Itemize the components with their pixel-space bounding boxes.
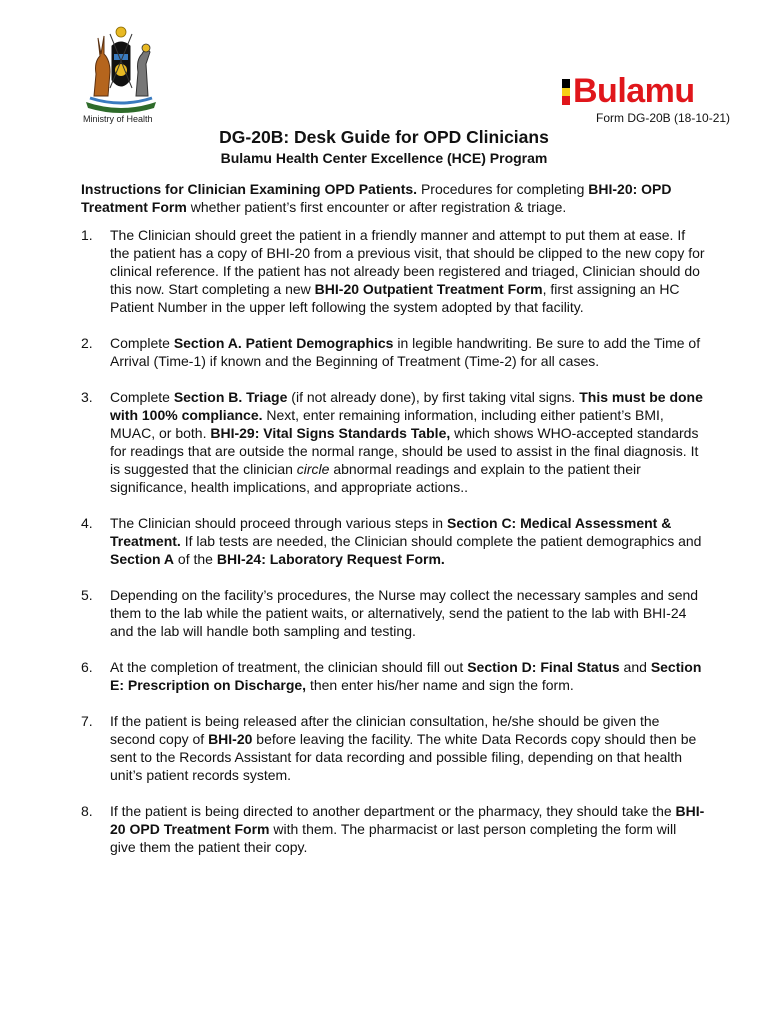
bulamu-logo (562, 72, 712, 112)
ministry-label: Ministry of Health (83, 114, 153, 124)
list-item-step-4: 4. The Clinician should proceed through various steps in Section C: Medical Assessment & Treatment. If lab tests are needed, the Clinician should complete the patient demographics and Section A of the BHI-24: Laboratory Request Form. (81, 515, 702, 567)
step-number: 4. (81, 515, 93, 531)
step-number: 3. (81, 389, 93, 405)
step-number: 5. (81, 587, 93, 603)
page-subtitle: Bulamu Health Center Excellence (HCE) Program (220, 150, 548, 166)
document-header (0, 0, 768, 170)
list-item-step-3: 3. Complete Section B. Triage (if not already done), by first taking vital signs. This must be done with 100% compliance. Next, enter remaining information, including either patient’s BMI, MUAC, or both. BHI-29: Vital Signs Standards Table, which shows WHO-accepted standards for readings that are outside the normal range, should be used to assist in the final diagnosis. It is suggested that the clinician circle abnormal readings and explain to the patient their significance, health implications, and appropriate actions.. (81, 389, 703, 495)
form-id: Form DG-20B (18-10-21) (596, 111, 731, 125)
list-item-step-6: 6. At the completion of treatment, the clinician should fill out Section D: Final Status and Section E: Prescription on Discharge, then enter his/her name and sign the form. (81, 659, 702, 693)
list-item-step-8: 8. If the patient is being directed to another department or the pharmacy, they should take the BHI-20 OPD Treatment Form with them. The pharmacist or last person completing the form will give them the patient their copy. (81, 803, 705, 855)
step-number: 8. (81, 803, 93, 819)
brand-name: Bulamu (573, 72, 695, 110)
step-number: 1. (81, 227, 93, 243)
coat-of-arms-emblem (80, 24, 162, 114)
list-item-step-1: 1. The Clinician should greet the patient in a friendly manner and attempt to put them at ease. If the patient has a copy of BHI-20 from a previous visit, that should be clipped to the new copy for clinical reference. If the patient has not already been registered and triaged, Clinician should do this now. Start completing a new BHI-20 Outpatient Treatment Form, first assigning an HC Patient Number in the upper left following the system adopted by that facility. (81, 227, 705, 315)
list-item-step-7: 7. If the patient is being released after the clinician consultation, he/she should be given the second copy of BHI-20 before leaving the facility. The white Data Records copy should then be sent to the Records Assistant for data recording and possible filing, depending on that health unit’s patient records system. (81, 713, 697, 783)
steps-list (81, 226, 705, 874)
step-number: 6. (81, 659, 93, 675)
step-number: 7. (81, 713, 93, 729)
page-title: DG-20B: Desk Guide for OPD Clinicians (219, 127, 549, 147)
step-number: 2. (81, 335, 93, 351)
flag-stripes-icon (562, 79, 570, 105)
list-item-step-2: 2. Complete Section A. Patient Demographics in legible handwriting. Be sure to add the Time of Arrival (Time-1) if known and the Beginning of Treatment (Time-2) for all cases. (81, 335, 701, 369)
list-item-step-5: 5. Depending on the facility’s procedures, the Nurse may collect the necessary samples and send them to the lab while the patient waits, or alternatively, send the patient to the lab with BHI-24 and the lab will handle both sampling and testing. (81, 587, 699, 639)
instructions-intro: Instructions for Clinician Examining OPD Patients. Procedures for completing BHI-20: OPD Treatment Form whether patient’s first encounter or after registration & triage. (81, 181, 672, 215)
